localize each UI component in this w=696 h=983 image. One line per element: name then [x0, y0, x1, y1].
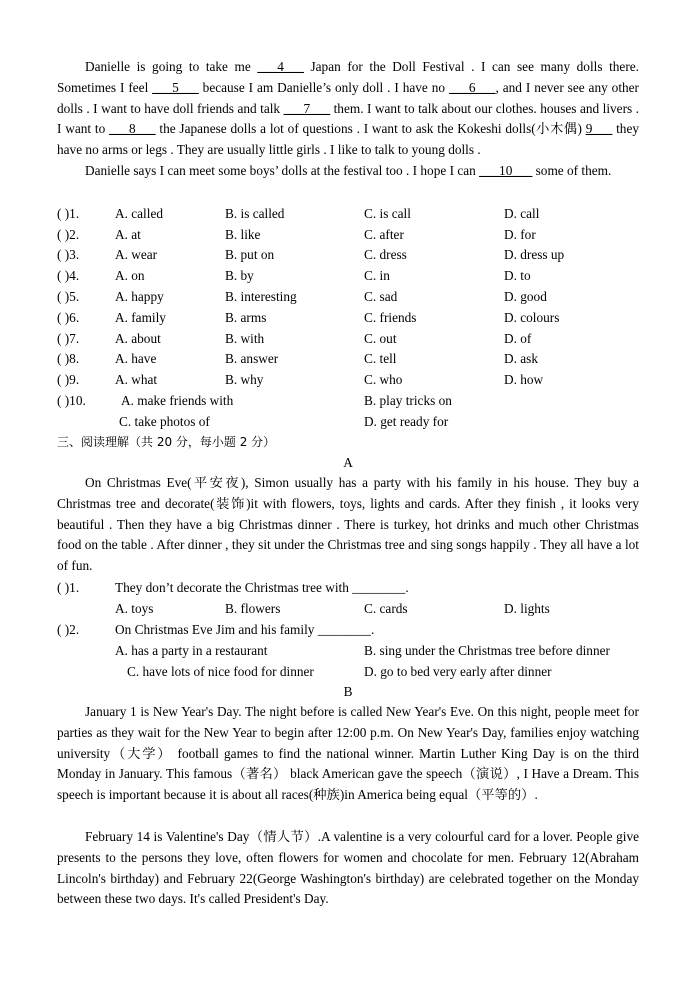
option-c: C. who	[364, 372, 403, 387]
cloze-text: Japan for the Doll Festival . I can see many dolls there. Sometimes I feel	[57, 59, 639, 95]
option-c: C. take photos of	[119, 414, 210, 429]
question-number: ( )1.	[57, 206, 80, 221]
option-a: A. toys	[115, 601, 154, 616]
cloze-text: them. I want to talk about our clothes. houses and livers . I want to	[57, 100, 639, 137]
option-d: D. get ready for	[364, 414, 449, 429]
blank-6: ___6___	[448, 79, 496, 95]
option-a: A. wear	[115, 247, 158, 262]
option-d: D. for	[504, 227, 536, 242]
option-c: C. out	[364, 331, 397, 346]
section-title: 三、阅读理解（共 20 分，每小题 2 分）	[57, 435, 276, 449]
passage-label-b: B	[343, 684, 353, 699]
option-c: C. sad	[364, 289, 398, 304]
option-c: C. tell	[364, 351, 397, 366]
option-d: D. lights	[504, 601, 550, 616]
passage-label-a: A	[343, 455, 353, 470]
option-d: D. of	[504, 331, 532, 346]
question-number: ( )2.	[57, 622, 80, 637]
blank-7: ___7___	[283, 100, 331, 116]
option-a: A. about	[115, 331, 161, 346]
option-b: B. play tricks on	[364, 393, 452, 408]
question-stem: They don’t decorate the Christmas tree with ________.	[115, 580, 409, 595]
option-c: C. cards	[364, 601, 408, 616]
option-d: D. how	[504, 372, 544, 387]
option-b: B. like	[225, 227, 261, 242]
option-b: B. is called	[225, 206, 285, 221]
cloze-text: they have no arms or legs . They are usually little girls . I like to talk to young dolls .	[57, 121, 640, 158]
cloze-text: , and I never see any other dolls . I want to have doll friends and talk	[57, 79, 639, 116]
question-number: ( )9.	[57, 372, 80, 387]
option-a: A. called	[115, 206, 163, 221]
cloze-paragraph-2	[57, 161, 639, 182]
option-a: A. have	[115, 351, 157, 366]
option-b: B. put on	[225, 247, 275, 262]
blank-8: ___8___	[109, 121, 156, 137]
option-b: B. why	[225, 372, 264, 387]
question-number: ( )10.	[57, 393, 86, 408]
option-a: A. has a party in a restaurant	[115, 643, 268, 658]
option-c: C. after	[364, 227, 404, 242]
option-b: B. arms	[225, 310, 267, 325]
question-number: ( )4.	[57, 268, 80, 283]
option-b: B. flowers	[225, 601, 281, 616]
cloze-text: the Japanese dolls a lot of questions . I want to ask the Kokeshi dolls(小木偶)	[155, 121, 586, 137]
question-number: ( )1.	[57, 580, 80, 595]
option-c: C. have lots of nice food for dinner	[127, 664, 314, 679]
blank-10: ___10___	[479, 163, 533, 178]
cloze-paragraph-1	[57, 57, 639, 161]
blank-9: 9___	[585, 121, 613, 137]
blank-4: ___4___	[257, 59, 304, 74]
option-a: A. on	[115, 268, 145, 283]
option-c: C. in	[364, 268, 390, 283]
passage-a-text: On Christmas Eve(平安夜), Simon usually has a party with his family in his house. They buy a Christmas tree and decorate(装饰)it with flowers, toys, lights and cards. After they finish , it looks very beautiful . Then they have a big Christmas dinner . There is turkey, hot drinks and much other Christmas food on the table . After dinner , they sit under the Christmas tree and sing songs happily . They all have a lot of fun.	[57, 475, 639, 574]
passage-b-paragraph-1: January 1 is New Year's Day. The night before is called New Year's Eve. On this night, people meet for parties as they wait for the New Year to begin after 12:00 p.m. On New Year's Day, families enjoy watching university（大学） football games to find the national winner. Martin Luther King Day is on the third Monday in January. This famous（著名） black American gave the speech（演说）, I Have a Dream. This speech is important because it is about all races(种族)in America being equal（平等的）.	[57, 704, 639, 803]
option-d: D. go to bed very early after dinner	[364, 664, 552, 679]
option-a: A. what	[115, 372, 158, 387]
option-a: A. happy	[115, 289, 164, 304]
question-number: ( )8.	[57, 351, 80, 366]
cloze-text: some of them.	[532, 163, 612, 178]
option-d: D. dress up	[504, 247, 565, 262]
cloze-text: Danielle is going to take me	[85, 59, 258, 74]
option-c: C. dress	[364, 247, 407, 262]
option-b: B. answer	[225, 351, 279, 366]
option-c: C. is call	[364, 206, 411, 221]
option-a: A. family	[115, 310, 166, 325]
passage-b-paragraph-2: February 14 is Valentine's Day（情人节）.A valentine is a very colourful card for a lover. People give presents to the persons they love, often flowers for women and chocolate for men. February 12(Abraham Lincoln's birthday) and February 22(George Washington's birthday) are celebrated together on the Monday between these two days. It's called President's Day.	[57, 829, 639, 907]
question-stem: On Christmas Eve Jim and his family ________.	[115, 622, 375, 637]
cloze-text: Danielle says I can meet some boys’ dolls at the festival too . I hope I can	[85, 163, 480, 178]
cloze-text: because I am Danielle’s only doll . I have no	[198, 79, 449, 95]
option-b: B. with	[225, 331, 265, 346]
option-a: A. make friends with	[121, 393, 234, 408]
question-number: ( )6.	[57, 310, 80, 325]
option-d: D. to	[504, 268, 531, 283]
option-c: C. friends	[364, 310, 417, 325]
option-d: D. ask	[504, 351, 538, 366]
question-number: ( )7.	[57, 331, 80, 346]
option-b: B. sing under the Christmas tree before dinner	[364, 643, 610, 658]
option-d: D. good	[504, 289, 547, 304]
option-a: A. at	[115, 227, 141, 242]
option-b: B. interesting	[225, 289, 297, 304]
question-number: ( )5.	[57, 289, 80, 304]
question-number: ( )2.	[57, 227, 80, 242]
option-d: D. colours	[504, 310, 560, 325]
option-d: D. call	[504, 206, 540, 221]
blank-5: ___5___	[152, 79, 199, 95]
question-number: ( )3.	[57, 247, 80, 262]
option-b: B. by	[225, 268, 254, 283]
